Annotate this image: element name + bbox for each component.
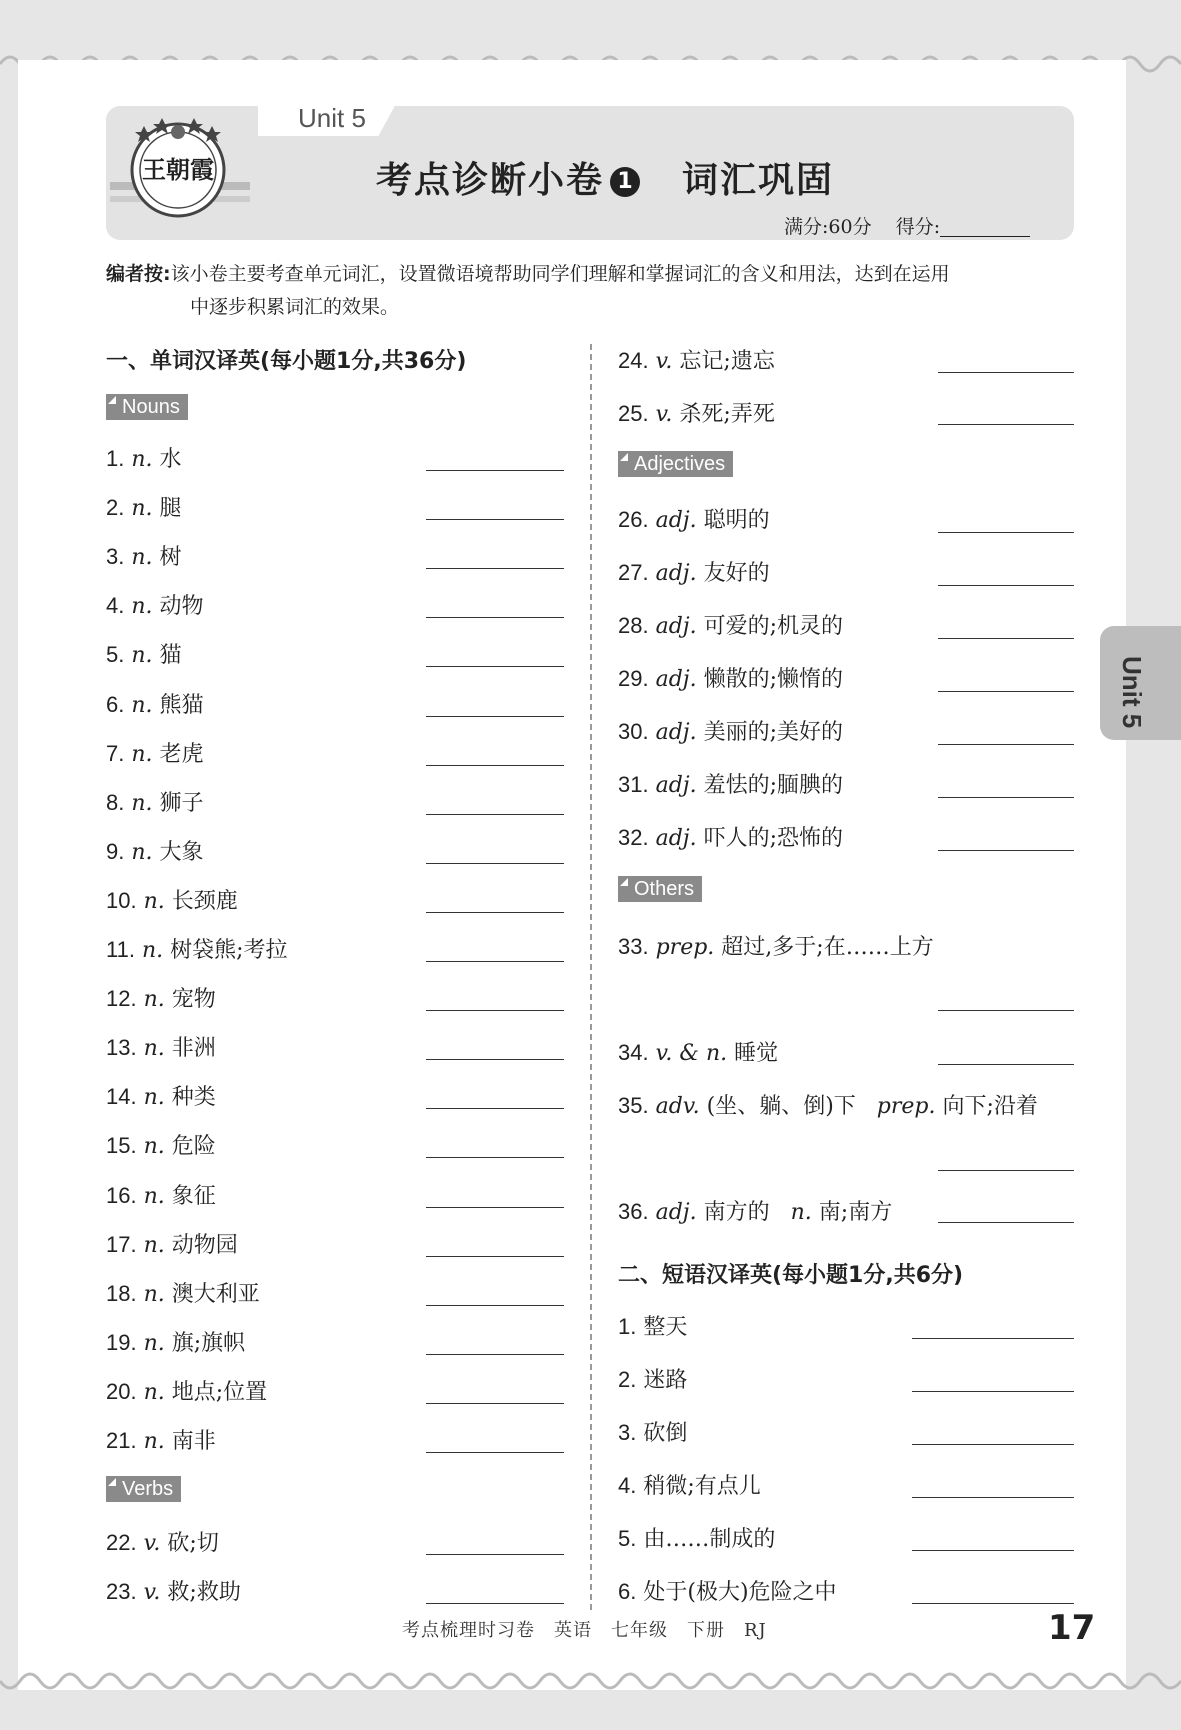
- item-pos: v.: [143, 1580, 161, 1605]
- item-num: 31.: [618, 772, 649, 797]
- answer-line[interactable]: [912, 1444, 1074, 1445]
- vocab-item: [618, 1089, 1038, 1120]
- vocab-item: [106, 491, 182, 522]
- answer-line[interactable]: [938, 797, 1074, 798]
- item-pos: v.: [143, 1531, 161, 1556]
- item-text: 象征: [171, 1183, 216, 1209]
- vocab-item: [618, 609, 843, 640]
- answer-line[interactable]: [938, 638, 1074, 639]
- vocab-item: [106, 1277, 260, 1308]
- item-num: 12.: [106, 986, 137, 1012]
- publisher-logo-seal: [110, 112, 250, 232]
- item-text: 友好的: [703, 561, 770, 586]
- item-pos: n.: [131, 839, 153, 865]
- item-text: 可爱的;机灵的: [703, 614, 844, 639]
- vocab-item: [618, 768, 843, 799]
- quiz-number-badge: 1: [610, 167, 640, 197]
- vocab-item: [106, 688, 204, 719]
- item-num: 33.: [618, 934, 649, 959]
- item-text: 迷路: [643, 1368, 688, 1393]
- vocab-item: [106, 1129, 216, 1160]
- item-text: 非洲: [171, 1036, 216, 1062]
- answer-line[interactable]: [426, 470, 564, 471]
- item-num: 3.: [106, 544, 125, 570]
- item-pos: adj.: [655, 773, 697, 798]
- item-num: 15.: [106, 1133, 137, 1159]
- item-text: 危险: [171, 1134, 216, 1160]
- full-score: 满分:60分: [784, 216, 872, 238]
- item-pos2: n.: [790, 1200, 812, 1225]
- item-num: 4.: [106, 593, 125, 619]
- vocab-item: [106, 1326, 245, 1357]
- item-num: 5.: [106, 642, 125, 668]
- answer-line[interactable]: [426, 1059, 564, 1060]
- footer-text: 考点梳理时习卷 英语 七年级 下册 RJ: [402, 1620, 767, 1641]
- item-num: 27.: [618, 560, 649, 585]
- editor-note: [106, 258, 1086, 324]
- item-pos: n.: [143, 1379, 165, 1405]
- answer-line[interactable]: [938, 691, 1074, 692]
- item-num: 23.: [106, 1579, 137, 1604]
- item-text: 处于(极大)危险之中: [643, 1580, 837, 1605]
- item-pos: n.: [131, 545, 153, 571]
- editor-note-line2: 中逐步积累词汇的效果。: [190, 296, 400, 318]
- vocab-item: [618, 1310, 687, 1341]
- item-num: 34.: [618, 1040, 649, 1065]
- vocab-item: [618, 930, 934, 961]
- item-text: 地点;位置: [171, 1379, 268, 1405]
- vocab-item: [106, 638, 182, 669]
- item-pos: n.: [131, 594, 153, 620]
- item-num: 21.: [106, 1428, 137, 1453]
- item-pos: n.: [131, 692, 153, 718]
- tag-nouns: Nouns: [106, 394, 188, 420]
- answer-line[interactable]: [426, 1305, 564, 1306]
- vocab-item: [618, 662, 843, 693]
- page-number: 17: [1048, 1608, 1096, 1648]
- item-num: 1.: [106, 446, 125, 471]
- answer-line[interactable]: [426, 961, 564, 962]
- item-pos: n.: [143, 1330, 165, 1356]
- side-unit-label: Unit 5: [1117, 656, 1147, 729]
- item-pos: n.: [143, 1232, 165, 1258]
- answer-line[interactable]: [938, 424, 1074, 425]
- item-num: 20.: [106, 1378, 137, 1404]
- item-num: 17.: [106, 1231, 137, 1257]
- item-pos: n.: [143, 1281, 165, 1307]
- vocab-item: [618, 1363, 687, 1394]
- page-border-bottom: [0, 1665, 1181, 1705]
- item-pos: n.: [131, 790, 153, 816]
- answer-line[interactable]: [938, 585, 1074, 586]
- item-text: 超过,多于;在……上方: [721, 935, 934, 960]
- item-text: 睡觉: [734, 1041, 779, 1066]
- item-num: 7.: [106, 740, 125, 766]
- item-num: 9.: [106, 838, 125, 864]
- item-pos: n.: [143, 1085, 165, 1111]
- item-num: 22.: [106, 1530, 137, 1555]
- item-num: 6.: [618, 1579, 637, 1604]
- answer-line[interactable]: [426, 863, 564, 864]
- item-pos: n.: [131, 496, 153, 522]
- item-pos: adj.: [655, 667, 697, 692]
- answer-line[interactable]: [912, 1338, 1074, 1339]
- answer-line[interactable]: [426, 765, 564, 766]
- tag-verbs: Verbs: [106, 1476, 181, 1502]
- score-line: [784, 212, 1030, 239]
- item-pos: n.: [131, 447, 153, 472]
- item-text: 南非: [171, 1429, 216, 1454]
- section1-title: 一、单词汉译英(每小题1分,共36分): [106, 349, 467, 374]
- item-num: 2.: [106, 495, 125, 521]
- item-pos: adj.: [655, 561, 697, 586]
- item-num: 14.: [106, 1084, 137, 1110]
- answer-line[interactable]: [426, 716, 564, 717]
- item-num: 5.: [618, 1526, 637, 1551]
- vocab-item: [618, 1469, 761, 1500]
- quiz-title-topic: 词汇巩固: [682, 160, 835, 201]
- vocab-item: [618, 1036, 778, 1067]
- item-num: 6.: [106, 691, 125, 717]
- vocab-item: [618, 503, 770, 534]
- vocab-item: [106, 786, 204, 817]
- item-pos: n.: [131, 741, 153, 767]
- quiz-title: [376, 152, 834, 203]
- item-text: 稍微;有点儿: [643, 1474, 761, 1499]
- answer-line[interactable]: [938, 1222, 1074, 1223]
- item-pos: adj.: [655, 720, 697, 745]
- item-text: 砍;切: [167, 1531, 219, 1556]
- vocab-item: [106, 1575, 241, 1606]
- item-text2: 向下;沿着: [942, 1094, 1038, 1119]
- item-text: 澳大利亚: [171, 1281, 260, 1307]
- vocab-item: [106, 1375, 267, 1406]
- vocab-item: [106, 540, 182, 571]
- vocab-item: [106, 835, 204, 866]
- item-pos: n.: [143, 1429, 165, 1454]
- answer-line[interactable]: [426, 1403, 564, 1404]
- vocab-item: [106, 1031, 216, 1062]
- item-text: 动物: [159, 594, 204, 620]
- item-num: 19.: [106, 1329, 137, 1355]
- item-pos: adj.: [655, 508, 697, 533]
- answer-line[interactable]: [938, 372, 1074, 373]
- item-num: 11.: [106, 937, 135, 962]
- score-blank[interactable]: [940, 218, 1030, 237]
- item-num: 3.: [618, 1420, 637, 1445]
- item-pos2: prep.: [876, 1094, 936, 1119]
- quiz-title-main: 考点诊断小卷: [376, 160, 605, 201]
- item-text: 大象: [159, 839, 204, 865]
- item-pos: adj.: [655, 614, 697, 639]
- item-num: 25.: [618, 401, 649, 426]
- vocab-item: [106, 884, 238, 915]
- answer-line[interactable]: [912, 1497, 1074, 1498]
- item-num: 32.: [618, 825, 649, 850]
- answer-line[interactable]: [426, 1157, 564, 1158]
- answer-line[interactable]: [426, 912, 564, 913]
- answer-line[interactable]: [938, 1170, 1074, 1171]
- item-text: 猫: [159, 643, 182, 669]
- answer-line[interactable]: [426, 1010, 564, 1011]
- tag-adjectives: Adjectives: [618, 451, 733, 477]
- item-text: 树: [159, 545, 182, 571]
- item-num: 36.: [618, 1199, 649, 1224]
- item-text: 忘记;遗忘: [679, 349, 775, 374]
- item-pos: adj.: [655, 1200, 697, 1225]
- vocab-item: [106, 737, 204, 768]
- item-text: 旗;旗帜: [171, 1330, 246, 1356]
- item-pos: n.: [143, 1183, 165, 1209]
- item-text: 砍倒: [643, 1421, 688, 1446]
- item-text: 由……制成的: [643, 1527, 776, 1552]
- editor-note-line1: 该小卷主要考查单元词汇，设置微语境帮助同学们理解和掌握词汇的含义和用法，达到在运用: [170, 263, 950, 285]
- answer-line[interactable]: [426, 1256, 564, 1257]
- vocab-item: [106, 1179, 216, 1210]
- vocab-item: [106, 1228, 238, 1259]
- item-pos: n.: [143, 1134, 165, 1160]
- answer-line[interactable]: [426, 1354, 564, 1355]
- answer-line[interactable]: [938, 1010, 1074, 1011]
- item-num: 16.: [106, 1182, 137, 1208]
- item-num: 28.: [618, 613, 649, 638]
- item-text: (坐、躺、倒)下: [706, 1094, 856, 1119]
- unit-label: Unit 5: [298, 103, 366, 133]
- item-num: 2.: [618, 1367, 637, 1392]
- side-unit-tab: [1100, 626, 1181, 740]
- item-num: 10.: [106, 887, 137, 913]
- vocab-item: [618, 715, 843, 746]
- vocab-item: [106, 442, 182, 473]
- item-text: 宠物: [171, 987, 216, 1013]
- vocab-item: [618, 1575, 837, 1606]
- item-text: 老虎: [159, 741, 204, 767]
- item-text: 狮子: [159, 790, 204, 816]
- item-pos: v. & n.: [655, 1041, 728, 1066]
- item-text: 杀死;弄死: [679, 402, 775, 427]
- vocab-item: [106, 1080, 216, 1111]
- item-num: 18.: [106, 1280, 137, 1306]
- editor-note-label: 编者按:: [106, 263, 171, 285]
- item-pos: v.: [655, 349, 673, 374]
- vocab-item: [618, 1195, 892, 1226]
- vocab-item: [618, 397, 775, 428]
- answer-line[interactable]: [938, 744, 1074, 745]
- item-pos: adv.: [655, 1094, 700, 1119]
- answer-line[interactable]: [426, 568, 564, 569]
- item-text: 南方的: [703, 1200, 770, 1225]
- item-text: 聪明的: [703, 508, 770, 533]
- item-pos: n.: [143, 888, 165, 914]
- item-num: 29.: [618, 666, 649, 691]
- item-text: 水: [159, 447, 182, 472]
- answer-line[interactable]: [426, 1452, 564, 1453]
- item-num: 13.: [106, 1035, 137, 1061]
- vocab-item: [106, 982, 216, 1013]
- answer-line[interactable]: [426, 1108, 564, 1109]
- score-label: 得分:: [895, 216, 941, 238]
- answer-line[interactable]: [938, 1064, 1074, 1065]
- item-text: 整天: [643, 1315, 688, 1340]
- answer-line[interactable]: [426, 1207, 564, 1208]
- item-text2: 南;南方: [818, 1200, 893, 1225]
- item-pos: n.: [131, 643, 153, 669]
- item-pos: n.: [141, 938, 164, 963]
- item-text: 长颈鹿: [171, 888, 238, 914]
- vocab-item: [618, 344, 775, 375]
- item-num: 1.: [618, 1314, 637, 1339]
- item-text: 吓人的;恐怖的: [703, 826, 844, 851]
- item-text: 种类: [171, 1085, 216, 1111]
- svg-text:王朝霞: 王朝霞: [142, 155, 214, 184]
- vocab-item: [106, 1526, 219, 1557]
- item-pos: n.: [143, 987, 165, 1013]
- item-text: 树袋熊;考拉: [170, 938, 288, 963]
- item-pos: v.: [655, 402, 673, 427]
- section2-title: 二、短语汉译英(每小题1分,共6分): [618, 1263, 964, 1288]
- item-num: 30.: [618, 719, 649, 744]
- item-num: 26.: [618, 507, 649, 532]
- vocab-item: [106, 589, 204, 620]
- vocab-item: [106, 933, 288, 964]
- item-text: 羞怯的;腼腆的: [703, 773, 844, 798]
- item-pos: prep.: [655, 935, 715, 960]
- vocab-item: [618, 556, 770, 587]
- answer-line[interactable]: [426, 1554, 564, 1555]
- answer-line[interactable]: [426, 617, 564, 618]
- vocab-item: [618, 821, 843, 852]
- answer-line[interactable]: [938, 532, 1074, 533]
- item-num: 8.: [106, 789, 125, 815]
- tag-others: Others: [618, 876, 702, 902]
- answer-line[interactable]: [426, 814, 564, 815]
- item-text: 救;救助: [167, 1580, 241, 1605]
- answer-line[interactable]: [426, 1603, 564, 1604]
- item-text: 懒散的;懒惰的: [703, 667, 844, 692]
- answer-line[interactable]: [938, 850, 1074, 851]
- item-num: 35.: [618, 1093, 649, 1118]
- vocab-item: [618, 1416, 687, 1447]
- answer-line[interactable]: [912, 1550, 1074, 1551]
- vocab-item: [618, 1522, 775, 1553]
- item-text: 动物园: [171, 1232, 238, 1258]
- answer-line[interactable]: [426, 519, 564, 520]
- item-pos: n.: [143, 1036, 165, 1062]
- item-num: 4.: [618, 1473, 637, 1498]
- item-pos: adj.: [655, 826, 697, 851]
- item-text: 美丽的;美好的: [703, 720, 844, 745]
- item-num: 24.: [618, 348, 649, 373]
- vocab-item: [106, 1424, 216, 1455]
- item-text: 熊猫: [159, 692, 204, 718]
- answer-line[interactable]: [912, 1391, 1074, 1392]
- answer-line[interactable]: [426, 666, 564, 667]
- column-divider: [590, 344, 592, 1610]
- item-text: 腿: [159, 496, 182, 522]
- answer-line[interactable]: [912, 1603, 1074, 1604]
